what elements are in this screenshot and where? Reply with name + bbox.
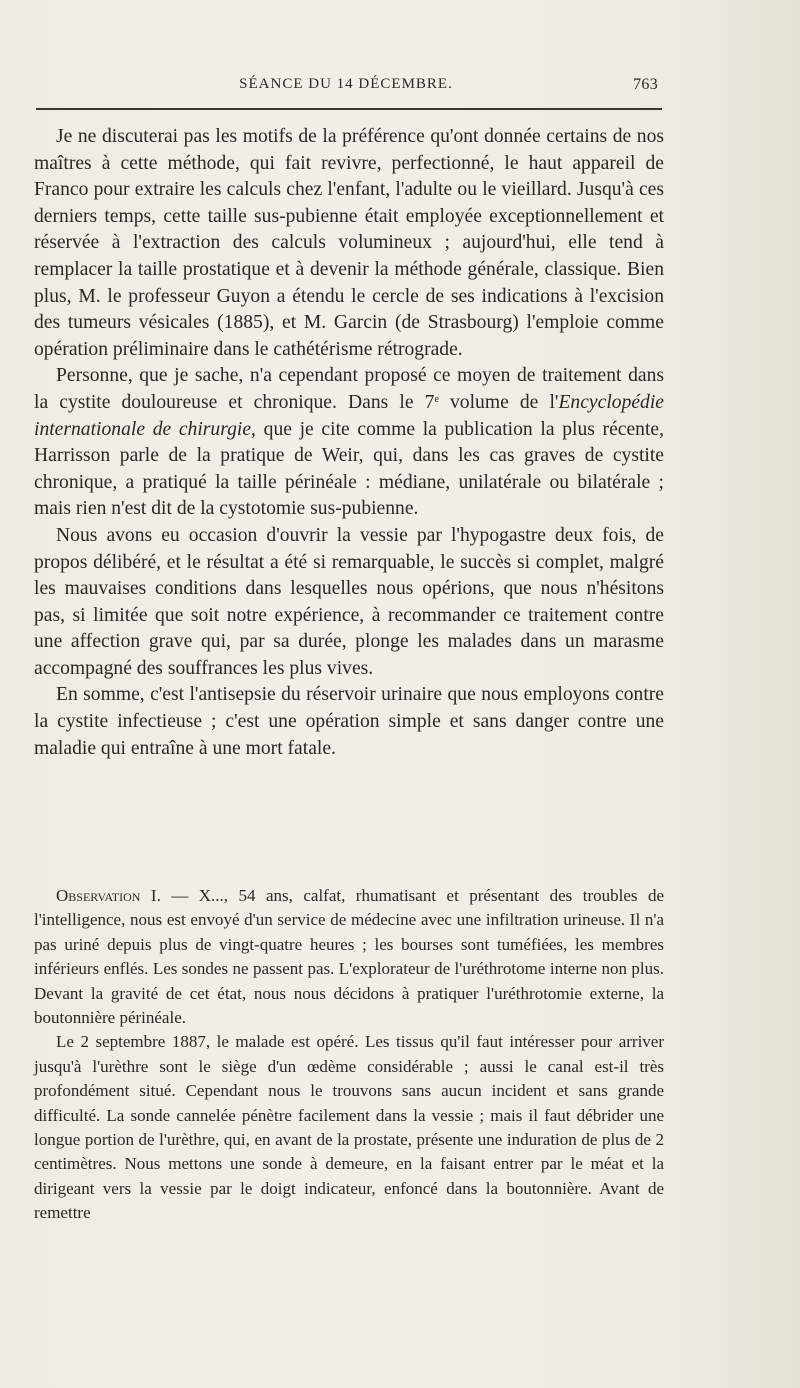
- paragraph-text: Personne, que je sache, n'a cependant proposé ce moyen de traitement dans la cystite douloureuse et chronique. Dans le 7: [34, 365, 664, 413]
- observation-paragraph: Le 2 septembre 1887, le malade est opéré. Les tissus qu'il faut intéresser pour arriver jusqu'à l'urèthre sont le siège d'un œdème considérable ; aussi le canal est-il très profondément situé. Cependant nous le trouvons sans aucun incident et sans grande difficulté. La sonde cannelée pénètre facilement dans la vessie ; mais il faut débrider une longue portion de l'urèthre, qui, en avant de la prostate, présente une induration de plus de 2 centimètres. Nous mettons une sonde à demeure, en la faisant entrer par le méat et la dirigeant vers la vessie par le doigt indicateur, enfoncé dans la boutonnière. Avant de remettre: [34, 1032, 664, 1223]
- main-text: [34, 124, 664, 762]
- paragraph: Je ne discuterai pas les motifs de la préférence qu'ont donnée certains de nos maîtres à cette méthode, qui fait revivre, perfectionné, le haut appareil de Franco pour extraire les calculs chez l'enfant, l'adulte ou le vieillard. Jusqu'à ces derniers temps, cette taille sus-pubienne était employée exceptionnellement et réservée à l'extraction des calculs volumineux ; aujourd'hui, elle tend à remplacer la taille prostatique et à devenir la méthode générale, classique. Bien plus, M. le professeur Guyon a étendu le cercle de ses indications à l'excision des tumeurs vésicales (1885), et M. Garcin (de Strasbourg) l'emploie comme opération préliminaire dans le cathétérisme rétrograde.: [34, 126, 664, 360]
- observation-label: Observation I.: [56, 886, 161, 905]
- running-header: [34, 76, 658, 98]
- paragraph: En somme, c'est l'antisepsie du réservoir urinaire que nous employons contre la cystite infectieuse ; c'est une opération simple et sans danger contre une maladie qui entraîne à une mort fatale.: [34, 684, 664, 759]
- paragraph-text: volume de l': [438, 391, 559, 413]
- ordinal-superscript: e: [434, 393, 439, 405]
- running-title: SÉANCE DU 14 DÉCEMBRE.: [239, 76, 453, 92]
- book-title: Encyclopédie internationale de chirurgie,: [34, 391, 664, 440]
- observation-section: [34, 884, 664, 1226]
- header-rule: [36, 108, 662, 110]
- observation-text: — X..., 54 ans, calfat, rhumatisant et présentant des troubles de l'intelligence, nous est envoyé d'un service de médecine avec une infiltration urineuse. Il n'a pas uriné depuis plus de vingt-quatre heures ; les bourses sont tuméfiées, les membres inférieurs enflés. Les sondes ne passent pas. L'explorateur de l'uréthrotome interne non plus. Devant la gravité de cet état, nous nous décidons à pratiquer l'uréthrotomie externe, la boutonnière périnéale.: [34, 886, 665, 1028]
- paragraph: Nous avons eu occasion d'ouvrir la vessie par l'hypogastre deux fois, de propos délibéré, et le résultat a été si remarquable, le succès si complet, malgré les mauvaises conditions dans lesquelles nous opérions, que nous n'hésitons pas, si limitée que soit notre expérience, à recommander ce traitement contre une affection grave qui, par sa durée, plonge les malades dans un marasme accompagné des souffrances les plus vives.: [34, 524, 664, 679]
- paragraph-text: que je cite comme la publication la plus récente, Harrisson parle de la pratique de Weir, qui, dans les cas graves de cystite chronique, a pratiqué la taille périnéale : médiane, unilatérale ou bilatérale ; mais rien n'est dit de la cystotomie sus-pubienne.: [34, 418, 664, 520]
- observation-paragraph: [34, 884, 664, 1030]
- paragraph: [34, 363, 664, 523]
- page-number: 763: [633, 76, 658, 93]
